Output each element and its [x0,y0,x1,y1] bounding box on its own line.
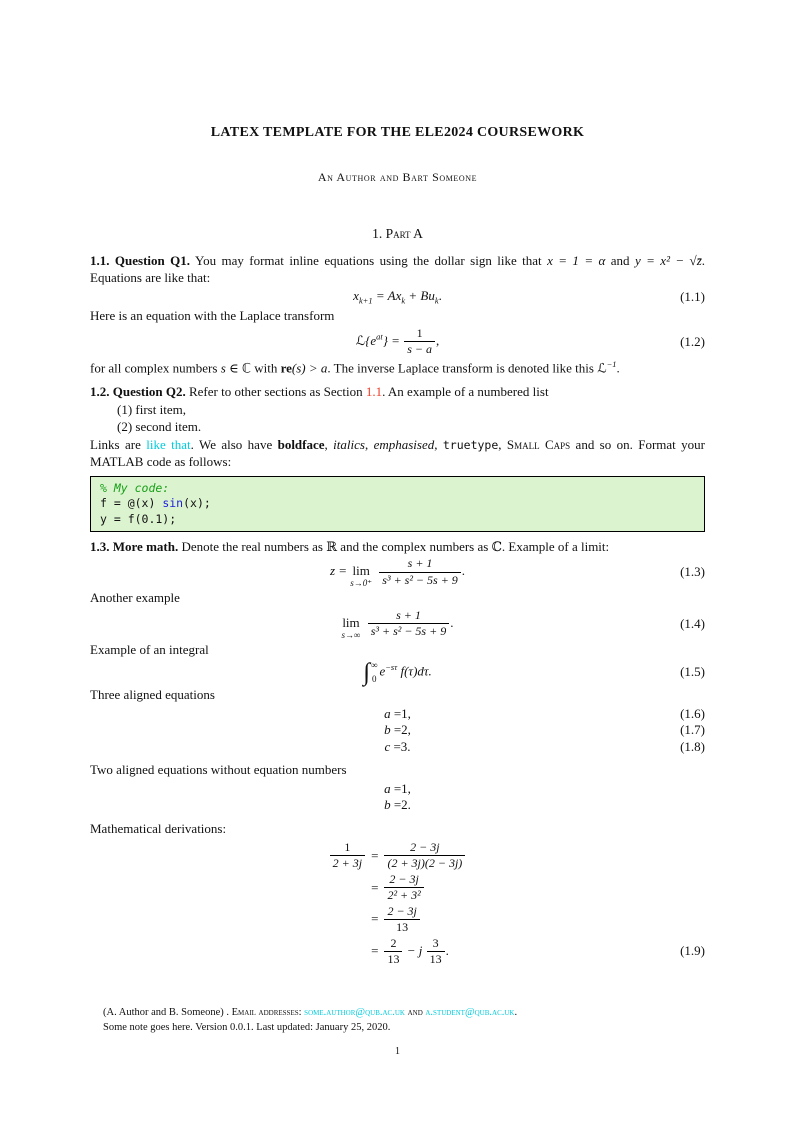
math-term: a [384,780,391,796]
small-caps-sample: Small Caps [506,437,571,453]
subsection-heading: Question Q1. [114,253,191,269]
superscript: −sτ [385,662,398,673]
paragraph-two-aligned: Two aligned equations without equation numbers [90,762,347,778]
math-term: z = [329,563,351,579]
equation-1-2 [90,327,705,357]
fraction [383,841,466,871]
math-term: = Ax [372,288,402,304]
equation-number: (1.9) [680,943,705,959]
fraction-numerator: 2 [384,937,402,952]
inline-math: x = 1 = α [547,253,606,269]
code-line: y = f(0.1); [100,511,177,526]
derivation-block-1-9 [90,840,705,968]
emphasis-sample: emphasised [373,437,435,453]
derivation-row [329,936,467,968]
math-term: b [384,797,391,813]
equation-number: (1.7) [680,722,705,738]
math-term: , [435,332,440,348]
fraction-numerator: 1 [330,841,365,856]
equation-number: (1.8) [680,738,705,754]
body-text: . An example of a numbered list [382,383,549,399]
footnote-email-label: Email addresses: [231,1006,305,1018]
limit-word: lim [342,614,360,630]
body-text: . We also have [190,437,278,453]
superscript: at [376,331,383,342]
fraction [383,873,424,903]
footnote-line [103,1005,705,1020]
limit-operator [342,616,361,640]
math-term: e [379,663,386,679]
section-heading: 1. Part A [372,226,423,241]
code-line [100,496,695,511]
integral-limits [371,660,377,685]
derivation-lhs [329,840,366,872]
fraction [383,937,403,967]
body-text: for all complex numbers [90,360,221,376]
aligned-equation-unnumbered-1 [90,781,705,798]
matlab-code-block [90,476,705,532]
paragraph-laplace-domain [90,359,705,377]
footnote-text: . [514,1006,518,1018]
fraction-denominator: 13 [396,920,409,935]
paragraph-laplace-intro: Here is an equation with the Laplace transform [90,308,335,324]
code-line [100,481,695,496]
equals-sign: = [371,911,379,927]
footnote [90,1005,705,1035]
inline-math: (s) > a [291,360,328,376]
equation-body [384,781,411,798]
paragraph-more-math [90,539,705,556]
inline-math: ℝ [326,538,338,554]
equals-sign: = [371,847,379,863]
document-title: LATEX TEMPLATE FOR THE ELE2024 COURSEWORK [210,125,585,140]
page-number: 1 [395,1046,400,1058]
derivation-lhs [329,872,366,904]
equals-sign: = [371,943,379,959]
subscript: k+1 [358,295,373,306]
equation-number: (1.1) [680,289,705,305]
body-text: , [498,437,507,453]
math-term: f(τ)dτ. [397,663,432,679]
fraction-denominator: 2 + 3j [332,856,363,871]
aligned-equation-unnumbered-2 [90,797,705,814]
subscript: k [434,295,439,306]
equation-number: (1.5) [680,664,705,680]
equation-number: (1.3) [680,564,705,580]
inline-math: ℒ [597,360,607,376]
list-item: (1) first item, [117,402,186,418]
fraction-denominator: s − a [407,342,432,357]
numbered-list [117,402,705,435]
bold-sample: boldface [277,437,325,453]
derivation-lhs [329,936,366,968]
derivation-lhs [329,904,366,936]
fraction-numerator: 1 [404,327,435,342]
integral-upper-limit: ∞ [371,660,378,671]
math-term: =1, [393,780,411,796]
fraction-denominator: 13 [387,952,400,967]
paragraph-question-q2 [90,384,705,401]
paragraph-another-example: Another example [90,590,180,606]
footnote-text: (A. Author and B. Someone) . [103,1006,232,1018]
limit-subscript: s→0⁺ [350,578,373,589]
section-reference-link[interactable]: 1.1 [365,383,383,399]
email-link[interactable]: some.author@qub.ac.uk [304,1006,405,1018]
math-term: + Bu [405,288,435,304]
math-term: =2, [393,722,411,738]
fraction [329,841,366,871]
equation-body [384,706,411,723]
document-body [90,251,705,1005]
fraction-numerator: s + 1 [379,557,461,572]
math-term: . [461,563,466,579]
body-text: , [364,437,374,453]
equation-body [356,327,439,357]
limit-word: lim [352,563,370,579]
aligned-equation-1-6 [90,706,705,723]
subsection-heading: More math. [112,538,179,554]
fraction-denominator: s³ + s² − 5s + 9 [382,572,458,587]
document-header [90,124,705,251]
math-term: . [450,614,454,630]
code-text: (x); [183,496,211,511]
body-text: You may format inline equations using the dollar sign like that [194,253,548,269]
paragraph-question-q1 [90,253,705,286]
fraction-numerator: 2 − 3j [384,841,465,856]
equation-body [353,288,442,306]
equation-number: (1.4) [680,615,705,631]
fraction-denominator: 13 [429,952,442,967]
math-term: . [438,288,442,304]
math-term: ℒ{e [355,332,377,348]
body-text: Refer to other sections as Section [188,383,366,399]
equation-number: (1.2) [680,333,705,349]
footnote-line: Some note goes here. Version 0.0.1. Last updated: January 25, 2020. [103,1022,391,1034]
fraction-denominator: 2² + 3² [387,888,421,903]
aligned-equation-1-8 [90,739,705,756]
fraction-denominator: (2 + 3j)(2 − 3j) [387,856,463,871]
email-link[interactable]: a.student@qub.ac.uk [425,1006,515,1018]
derivation-rhs [383,936,466,968]
body-text: . Example of a limit: [501,538,610,554]
body-text: . Equations are like that: [90,253,705,285]
body-text: , [324,437,334,453]
math-term: =2. [393,797,411,813]
equation-number: (1.6) [680,705,705,721]
paragraph-integral-example: Example of an integral [90,641,209,657]
fraction [367,607,454,639]
fraction-denominator: s³ + s² − 5s + 9 [370,624,447,639]
equation-body [330,557,465,588]
fraction-numerator: 2 − 3j [384,873,423,888]
body-text: and the complex numbers as [337,538,492,554]
equation-body [384,722,411,739]
equation-body [384,739,410,756]
inline-math-bold: re [280,360,292,376]
body-text: and so on. Format your MATLAB code as follows: [90,437,705,469]
derivation-row [329,872,467,904]
body-text: Links are [90,437,147,453]
inline-math: s ∈ ℂ [220,360,251,376]
integral-sign: ∫ [363,659,371,687]
subscript: k [401,295,406,306]
integral-operator [363,660,377,685]
equation-body [342,609,454,640]
italic-sample: italics [333,437,365,453]
hyperlink[interactable]: like that [146,437,191,453]
body-text: and [605,253,635,269]
code-comment: % My code: [100,481,170,496]
fraction [378,557,462,587]
subsection-number: 1.1. [90,253,110,269]
math-term: x [353,288,359,304]
subsection-number: 1.2. [90,383,110,399]
limit-subscript: s→∞ [341,629,361,640]
math-term: b [384,722,391,738]
equation-body [363,660,432,685]
math-term: c [384,738,391,754]
derivation-row [329,904,467,936]
body-text: Denote the real numbers as [181,538,327,554]
list-item: (2) second item. [117,418,202,434]
equation-1-4 [90,609,705,640]
math-term: =3. [393,738,411,754]
page-footer [90,1005,705,1059]
footnote-text: and [404,1006,426,1018]
math-term: . [445,942,449,958]
code-keyword: sin [162,496,184,511]
authors-line: An Author and Bart Someone [317,169,478,184]
equation-1-5 [90,660,705,685]
math-term: − j [403,942,426,958]
inline-math: y = x² − √z̄ [634,253,702,269]
limit-operator [350,564,372,588]
math-term: } = [382,332,400,348]
fraction-numerator: 2 − 3j [384,905,419,920]
derivation-rhs [383,904,466,936]
subsection-heading: Question Q2. [112,383,186,399]
aligned-equation-1-7 [90,722,705,739]
fraction [426,937,446,967]
code-text: f = @(x) [100,496,163,511]
paragraph-three-aligned: Three aligned equations [90,687,215,703]
fraction-numerator: 3 [427,937,445,952]
body-text: with [250,360,281,376]
fraction [383,905,420,935]
fraction [403,327,436,357]
derivation-rhs [383,872,466,904]
body-text: , [434,437,443,453]
equation-body [384,797,411,814]
equals-sign: = [371,879,379,895]
equation-1-1 [90,288,705,306]
equation-1-3 [90,557,705,588]
derivation-align [329,840,467,968]
monospace-sample: truetype [442,438,499,453]
math-term: =1, [393,705,411,721]
fraction-numerator: s + 1 [368,609,450,624]
inline-math: ℂ [491,538,502,554]
integral-lower-limit: 0 [371,673,377,684]
subsection-number: 1.3. [90,538,110,554]
derivation-rhs [383,840,466,872]
paragraph-links-and-styles [90,437,705,470]
math-term: a [384,705,391,721]
superscript: −1 [606,358,617,369]
derivation-row [329,840,467,872]
body-text: . [616,360,620,376]
body-text: . The inverse Laplace transform is denoted like this [327,360,598,376]
paragraph-derivations: Mathematical derivations: [90,820,227,836]
